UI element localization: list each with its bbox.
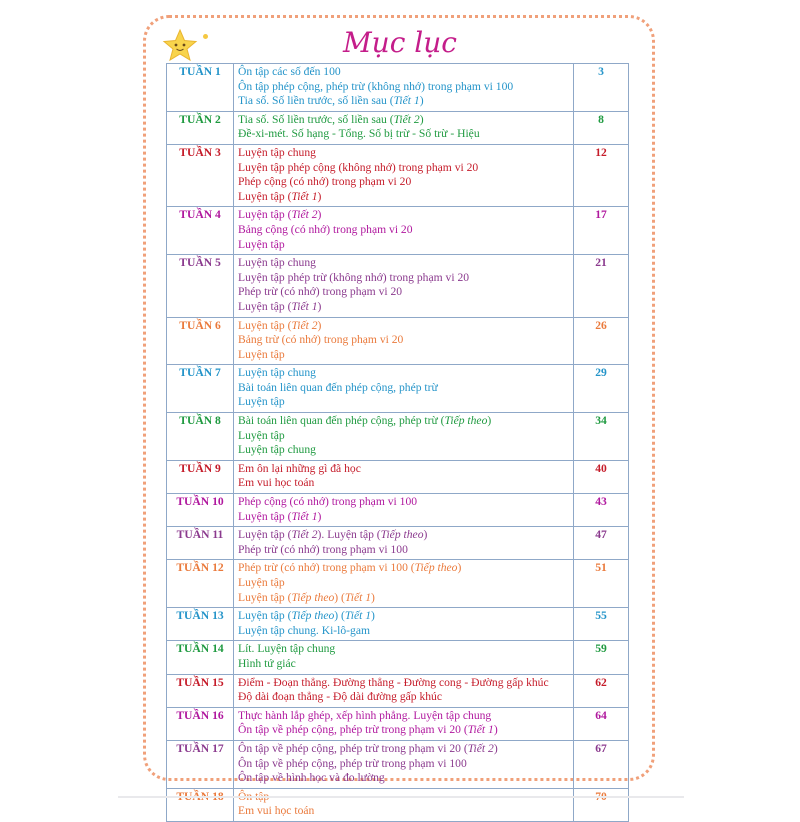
lesson-list (234, 674, 574, 707)
lesson-title: Độ dài đoạn thẳng - Độ dài đường gấp khúc (238, 690, 442, 704)
lesson-list (234, 788, 574, 821)
page-number: 67 (574, 740, 629, 788)
page-number: 59 (574, 641, 629, 674)
lesson-title: Luyện tập (Tiết 2) (238, 208, 322, 222)
lesson-title: Phép trừ (có nhớ) trong phạm vi 100 (Tiếp theo) (238, 561, 462, 575)
week-label (167, 788, 234, 821)
table-row (167, 740, 629, 788)
page-number (574, 788, 629, 821)
lesson-list (234, 707, 574, 740)
lesson-title: Luyện tập chung (238, 443, 316, 457)
table-row (167, 317, 629, 365)
table-row (167, 608, 629, 641)
page-number: 17 (574, 207, 629, 255)
lesson-title: Phép trừ (có nhớ) trong phạm vi 100 (238, 542, 408, 556)
week-label: TUẦN 6 (167, 317, 234, 365)
page-number: 55 (574, 608, 629, 641)
lesson-list (234, 460, 574, 493)
lesson-title: Phép cộng (có nhớ) trong phạm vi 100 (238, 495, 418, 509)
table-row (167, 674, 629, 707)
lesson-title: Ôn tập về hình học và đo lường (238, 771, 385, 785)
lesson-title: Luyện tập (Tiết 1) (238, 299, 322, 313)
lesson-title: Tia số. Số liền trước, số liền sau (Tiết 2) (238, 112, 424, 126)
table-row (167, 64, 629, 112)
lesson-title: Luyện tập (Tiết 2) (238, 318, 322, 332)
week-label: TUẦN 17 (167, 740, 234, 788)
lesson-list (234, 317, 574, 365)
lesson-title: Luyện tập (Tiết 1) (238, 189, 322, 203)
lesson-title: Hình tứ giác (238, 656, 296, 670)
lesson-list (234, 494, 574, 527)
lesson-list (234, 111, 574, 144)
lesson-title: Điểm - Đoạn thẳng. Đường thẳng - Đường cong - Đường gấp khúc (238, 675, 549, 689)
page-number: 43 (574, 494, 629, 527)
lesson-title: Tia số. Số liền trước, số liền sau (Tiết 1) (238, 94, 424, 108)
table-row (167, 255, 629, 317)
lesson-list (234, 608, 574, 641)
table-row (167, 527, 629, 560)
week-label: TUẦN 8 (167, 413, 234, 461)
lesson-title: Luyện tập phép trừ (không nhớ) trong phạm vi 20 (238, 270, 470, 284)
page-number: 29 (574, 365, 629, 413)
table-row (167, 460, 629, 493)
page-number: 3 (574, 64, 629, 112)
lesson-title: Luyện tập chung (238, 256, 316, 270)
lesson-list (234, 641, 574, 674)
lesson-title: Em ôn lại những gì đã học (238, 461, 361, 475)
lesson-list (234, 527, 574, 560)
week-label: TUẦN 16 (167, 707, 234, 740)
page-number: 21 (574, 255, 629, 317)
table-row (167, 144, 629, 206)
week-label: TUẦN 9 (167, 460, 234, 493)
lesson-title: Luyện tập chung (238, 366, 316, 380)
lesson-list (234, 207, 574, 255)
lesson-title: Thực hành lắp ghép, xếp hình phẳng. Luyện tập chung (238, 708, 492, 722)
lesson-title: Luyện tập (238, 428, 285, 442)
lesson-title: Luyện tập (238, 347, 285, 361)
week-label: TUẦN 1 (167, 64, 234, 112)
table-row (167, 707, 629, 740)
lesson-title: Ôn tập về phép cộng, phép trừ trong phạm vi 20 (Tiết 1) (238, 723, 498, 737)
lesson-title: Luyện tập (238, 576, 285, 589)
lesson-title: Ôn tập về phép cộng, phép trừ trong phạm vi 20 (Tiết 2) (238, 741, 498, 755)
lesson-title: Ôn tập các số đến 100 (238, 65, 341, 78)
week-label: TUẦN 3 (167, 144, 234, 206)
week-label: TUẦN 10 (167, 494, 234, 527)
lesson-list (234, 144, 574, 206)
lesson-title: Em vui học toán (238, 476, 315, 490)
week-label: TUẦN 15 (167, 674, 234, 707)
page-divider (118, 796, 684, 798)
page-number: 34 (574, 413, 629, 461)
lesson-title: Bài toán liên quan đến phép cộng, phép trừ (Tiếp theo) (238, 414, 492, 428)
week-label: TUẦN 11 (167, 527, 234, 560)
lesson-title: Luyện tập (238, 237, 285, 251)
table-row (167, 788, 629, 821)
lesson-title: Luyện tập (Tiết 1) (238, 509, 322, 523)
lesson-title: Luyện tập phép cộng (không nhớ) trong phạm vi 20 (238, 160, 479, 174)
table-row (167, 111, 629, 144)
page-number: 64 (574, 707, 629, 740)
page-number: 8 (574, 111, 629, 144)
lesson-title: Ôn tập về phép cộng, phép trừ trong phạm vi 100 (238, 756, 467, 770)
lesson-title: Luyện tập chung. Ki-lô-gam (238, 623, 371, 637)
lesson-list (234, 64, 574, 112)
page-number: 51 (574, 560, 629, 608)
lesson-title: Luyện tập (238, 395, 285, 409)
page-number: 40 (574, 460, 629, 493)
lesson-title: Lít. Luyện tập chung (238, 642, 336, 656)
page-title: Mục lục (343, 26, 457, 59)
week-label: TUẦN 14 (167, 641, 234, 674)
lesson-title: Đề-xi-mét. Số hạng - Tổng. Số bị trừ - Số trừ - Hiệu (238, 127, 480, 141)
lesson-title: Phép trừ (có nhớ) trong phạm vi 20 (238, 285, 403, 299)
lesson-title: Em vui học toán (238, 804, 315, 818)
lesson-title: Bảng trừ (có nhớ) trong phạm vi 20 (238, 333, 404, 347)
table-row (167, 641, 629, 674)
lesson-list (234, 255, 574, 317)
lesson-title: Luyện tập (Tiếp theo) (Tiết 1) (238, 609, 375, 623)
table-row (167, 494, 629, 527)
table-row (167, 560, 629, 608)
week-label: TUẦN 5 (167, 255, 234, 317)
contents-table (166, 63, 629, 822)
page-number: 47 (574, 527, 629, 560)
table-row (167, 413, 629, 461)
lesson-title: Bảng cộng (có nhớ) trong phạm vi 20 (238, 222, 413, 236)
lesson-list (234, 740, 574, 788)
lesson-title: Luyện tập (Tiết 2). Luyện tập (Tiếp theo) (238, 528, 428, 542)
page-number: 26 (574, 317, 629, 365)
lesson-title: Ôn tập phép cộng, phép trừ (không nhớ) trong phạm vi 100 (238, 79, 514, 93)
week-label: TUẦN 12 (167, 560, 234, 608)
week-label: TUẦN 4 (167, 207, 234, 255)
page-number: 12 (574, 144, 629, 206)
week-label: TUẦN 2 (167, 111, 234, 144)
lesson-title: Bài toán liên quan đến phép cộng, phép trừ (238, 380, 438, 394)
lesson-list (234, 413, 574, 461)
table-row (167, 207, 629, 255)
lesson-title: Luyện tập chung (238, 145, 316, 159)
week-label: TUẦN 13 (167, 608, 234, 641)
lesson-list (234, 560, 574, 608)
lesson-title: Phép cộng (có nhớ) trong phạm vi 20 (238, 175, 412, 189)
week-label: TUẦN 7 (167, 365, 234, 413)
table-row (167, 365, 629, 413)
lesson-list (234, 365, 574, 413)
page-number: 62 (574, 674, 629, 707)
lesson-title: Luyện tập (Tiếp theo) (Tiết 1) (238, 590, 375, 604)
